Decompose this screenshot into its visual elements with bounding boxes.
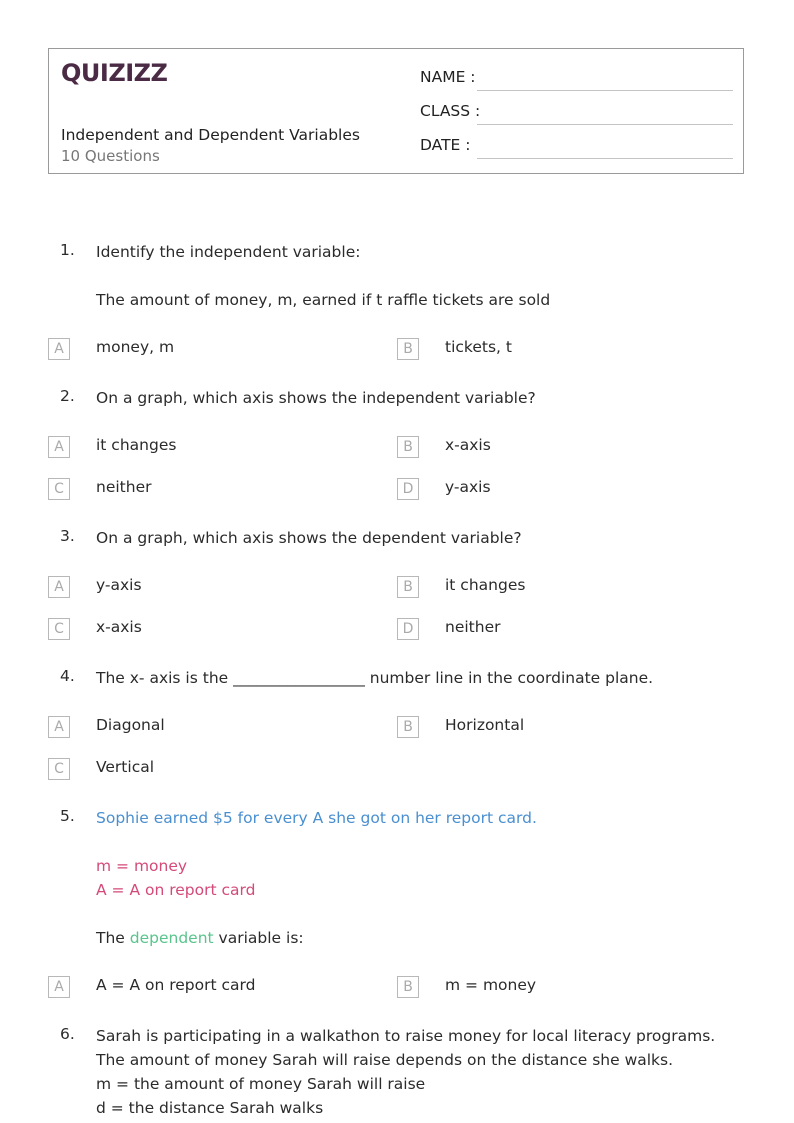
option-box[interactable]: A (48, 436, 70, 458)
option-box[interactable]: D (397, 618, 419, 640)
option-box[interactable]: A (48, 976, 70, 998)
prompt-keyword: dependent (129, 929, 214, 947)
date-line[interactable] (477, 158, 733, 159)
question-number: 6. (60, 1025, 75, 1043)
option-box[interactable]: B (397, 716, 419, 738)
date-field[interactable] (420, 136, 733, 160)
definition-m: m = money (96, 857, 188, 875)
question-text: On a graph, which axis shows the independent variable? (96, 389, 536, 407)
question-number: 5. (60, 807, 75, 825)
class-label: CLASS : (420, 102, 481, 120)
option-text: Vertical (96, 758, 155, 776)
name-field[interactable] (420, 68, 733, 92)
option-box[interactable]: C (48, 758, 70, 780)
option-box[interactable]: B (397, 576, 419, 598)
question-text: The x- axis is the _________________ number line in the coordinate plane. (96, 669, 654, 687)
option-text: Horizontal (445, 716, 525, 734)
option-text: x-axis (445, 436, 491, 454)
question-number: 2. (60, 387, 75, 405)
name-label: NAME : (420, 68, 476, 86)
name-line[interactable] (477, 90, 733, 91)
option-text: tickets, t (445, 338, 512, 356)
question-prompt (96, 926, 736, 950)
option-box[interactable]: A (48, 716, 70, 738)
prompt-post: variable is: (213, 929, 304, 947)
question-count: 10 Questions (61, 147, 160, 165)
option-box[interactable]: C (48, 618, 70, 640)
option-text: A = A on report card (96, 976, 256, 994)
option-text: Diagonal (96, 716, 165, 734)
option-box[interactable]: A (48, 576, 70, 598)
option-box[interactable]: B (397, 436, 419, 458)
question-number: 4. (60, 667, 75, 685)
question-text: Sophie earned $5 for every A she got on her report card. (96, 809, 537, 827)
question-detail: The amount of money, m, earned if t raffle tickets are sold (96, 291, 551, 309)
question-text: Identify the independent variable: (96, 243, 361, 261)
option-text: it changes (96, 436, 177, 454)
worksheet-title: Independent and Dependent Variables (61, 126, 360, 144)
option-text: m = money (445, 976, 537, 994)
option-box[interactable]: C (48, 478, 70, 500)
option-text: x-axis (96, 618, 142, 636)
option-box[interactable]: B (397, 338, 419, 360)
date-label: DATE : (420, 136, 471, 154)
worksheet-header (48, 48, 744, 174)
option-text: neither (445, 618, 501, 636)
option-text: neither (96, 478, 152, 496)
definition-a: A = A on report card (96, 881, 256, 899)
question-number: 3. (60, 527, 75, 545)
class-field[interactable] (420, 102, 733, 126)
option-text: money, m (96, 338, 175, 356)
question-text: Sarah is participating in a walkathon to raise money for local literacy programs. The amount of money Sarah will raise depends on the distance she walks. (96, 1027, 716, 1069)
option-text: y-axis (445, 478, 491, 496)
definition-d: d = the distance Sarah walks (96, 1099, 324, 1117)
quizizz-logo: QUIZIZZ (61, 59, 168, 87)
option-box[interactable]: B (397, 976, 419, 998)
prompt-pre: The (96, 929, 130, 947)
option-text: y-axis (96, 576, 142, 594)
question-text: On a graph, which axis shows the dependent variable? (96, 529, 522, 547)
option-box[interactable]: A (48, 338, 70, 360)
option-text: it changes (445, 576, 526, 594)
class-line[interactable] (477, 124, 733, 125)
option-box[interactable]: D (397, 478, 419, 500)
definition-m: m = the amount of money Sarah will raise (96, 1075, 426, 1093)
question-number: 1. (60, 241, 75, 259)
